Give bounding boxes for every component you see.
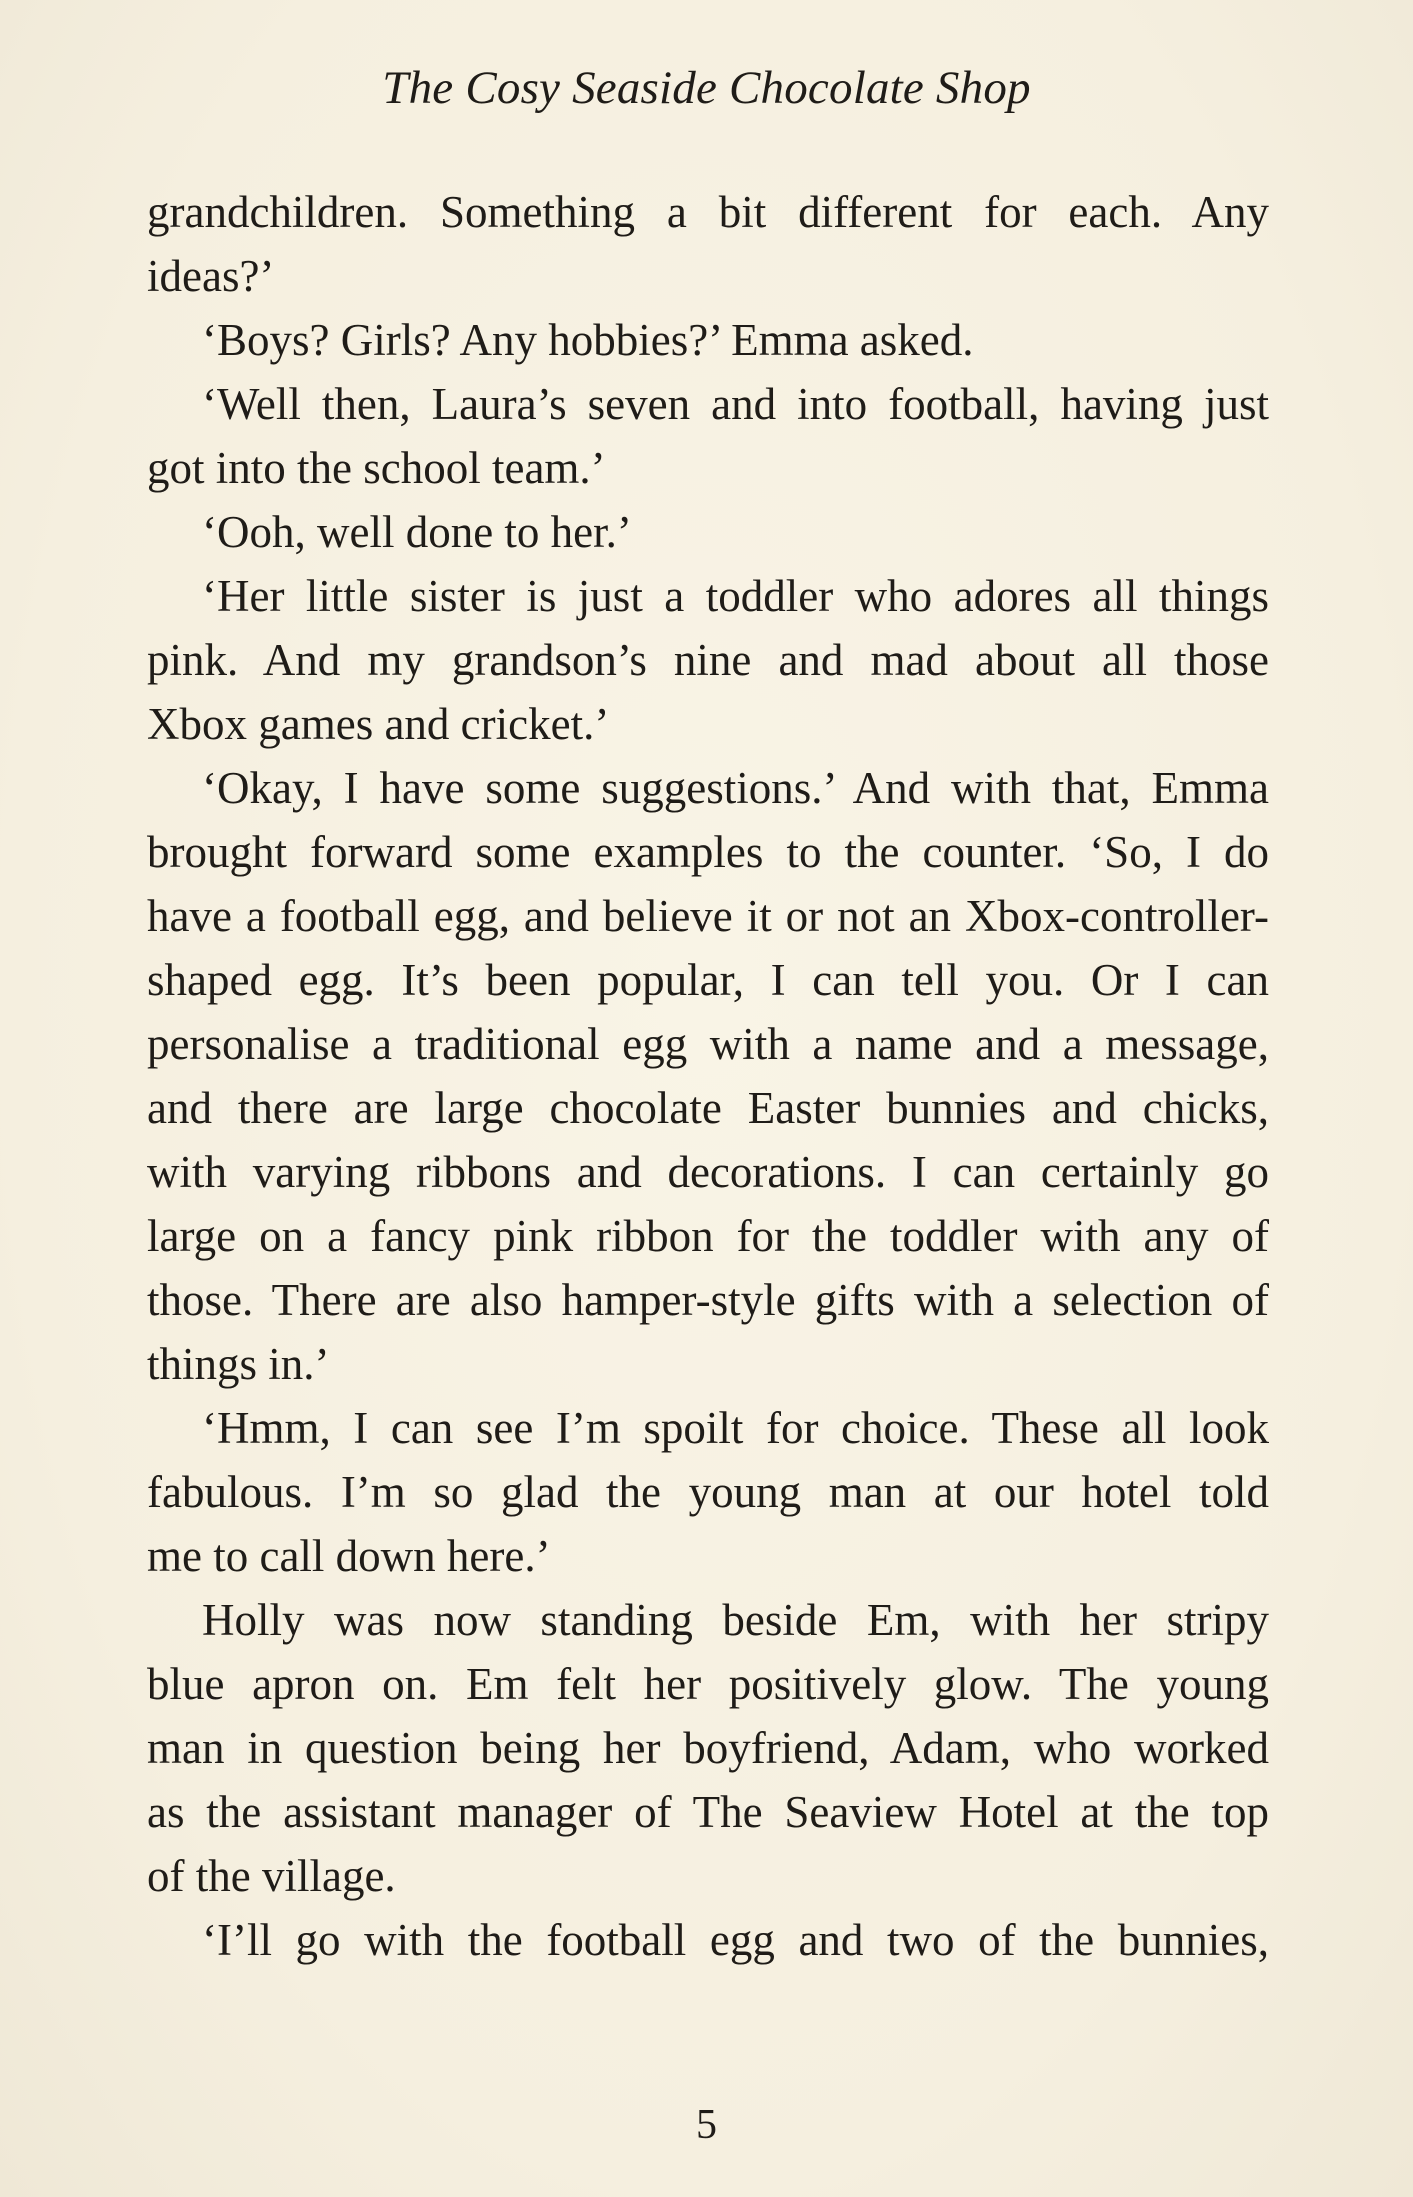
text-line: got into the school team.’ [147,443,606,493]
text-line: ideas?’ [147,251,275,301]
text-line: man in question being her boyfriend, Adam, who worked [147,1723,1269,1773]
text-line: large on a fancy pink ribbon for the toddler with any of [147,1211,1269,1261]
text-line: ‘Hmm, I can see I’m spoilt for choice. These all look [202,1403,1269,1453]
page-number: 5 [696,2102,717,2148]
text-line: have a football egg, and believe it or not an Xbox-controller- [147,891,1269,941]
text-line: blue apron on. Em felt her positively glow. The young [147,1659,1269,1709]
body-text [147,180,1269,1972]
text-line: of the village. [147,1851,396,1901]
text-line: personalise a traditional egg with a name and a message, [147,1019,1269,1069]
text-line: Xbox games and cricket.’ [147,699,610,749]
text-line: ‘I’ll go with the football egg and two of the bunnies, [202,1915,1269,1965]
text-line: me to call down here.’ [147,1531,551,1581]
text-line: pink. And my grandson’s nine and mad about all those [147,635,1269,685]
text-line: ‘Okay, I have some suggestions.’ And with that, Emma [202,763,1269,813]
text-line: grandchildren. Something a bit different for each. Any [147,187,1269,237]
text-line: fabulous. I’m so glad the young man at our hotel told [147,1467,1269,1517]
text-line: things in.’ [147,1339,330,1389]
text-line: Holly was now standing beside Em, with her stripy [202,1595,1269,1645]
text-line: and there are large chocolate Easter bunnies and chicks, [147,1083,1269,1133]
running-head: The Cosy Seaside Chocolate Shop [382,62,1031,114]
text-line: those. There are also hamper-style gifts with a selection of [147,1275,1269,1325]
text-line: shaped egg. It’s been popular, I can tell you. Or I can [147,955,1269,1005]
text-line: brought forward some examples to the counter. ‘So, I do [147,827,1269,877]
text-line: ‘Boys? Girls? Any hobbies?’ Emma asked. [202,315,974,365]
text-line: ‘Her little sister is just a toddler who adores all things [202,571,1269,621]
text-line: as the assistant manager of The Seaview Hotel at the top [147,1787,1269,1837]
text-line: ‘Ooh, well done to her.’ [202,507,632,557]
text-line: ‘Well then, Laura’s seven and into football, having just [202,379,1269,429]
text-line: with varying ribbons and decorations. I can certainly go [147,1147,1269,1197]
